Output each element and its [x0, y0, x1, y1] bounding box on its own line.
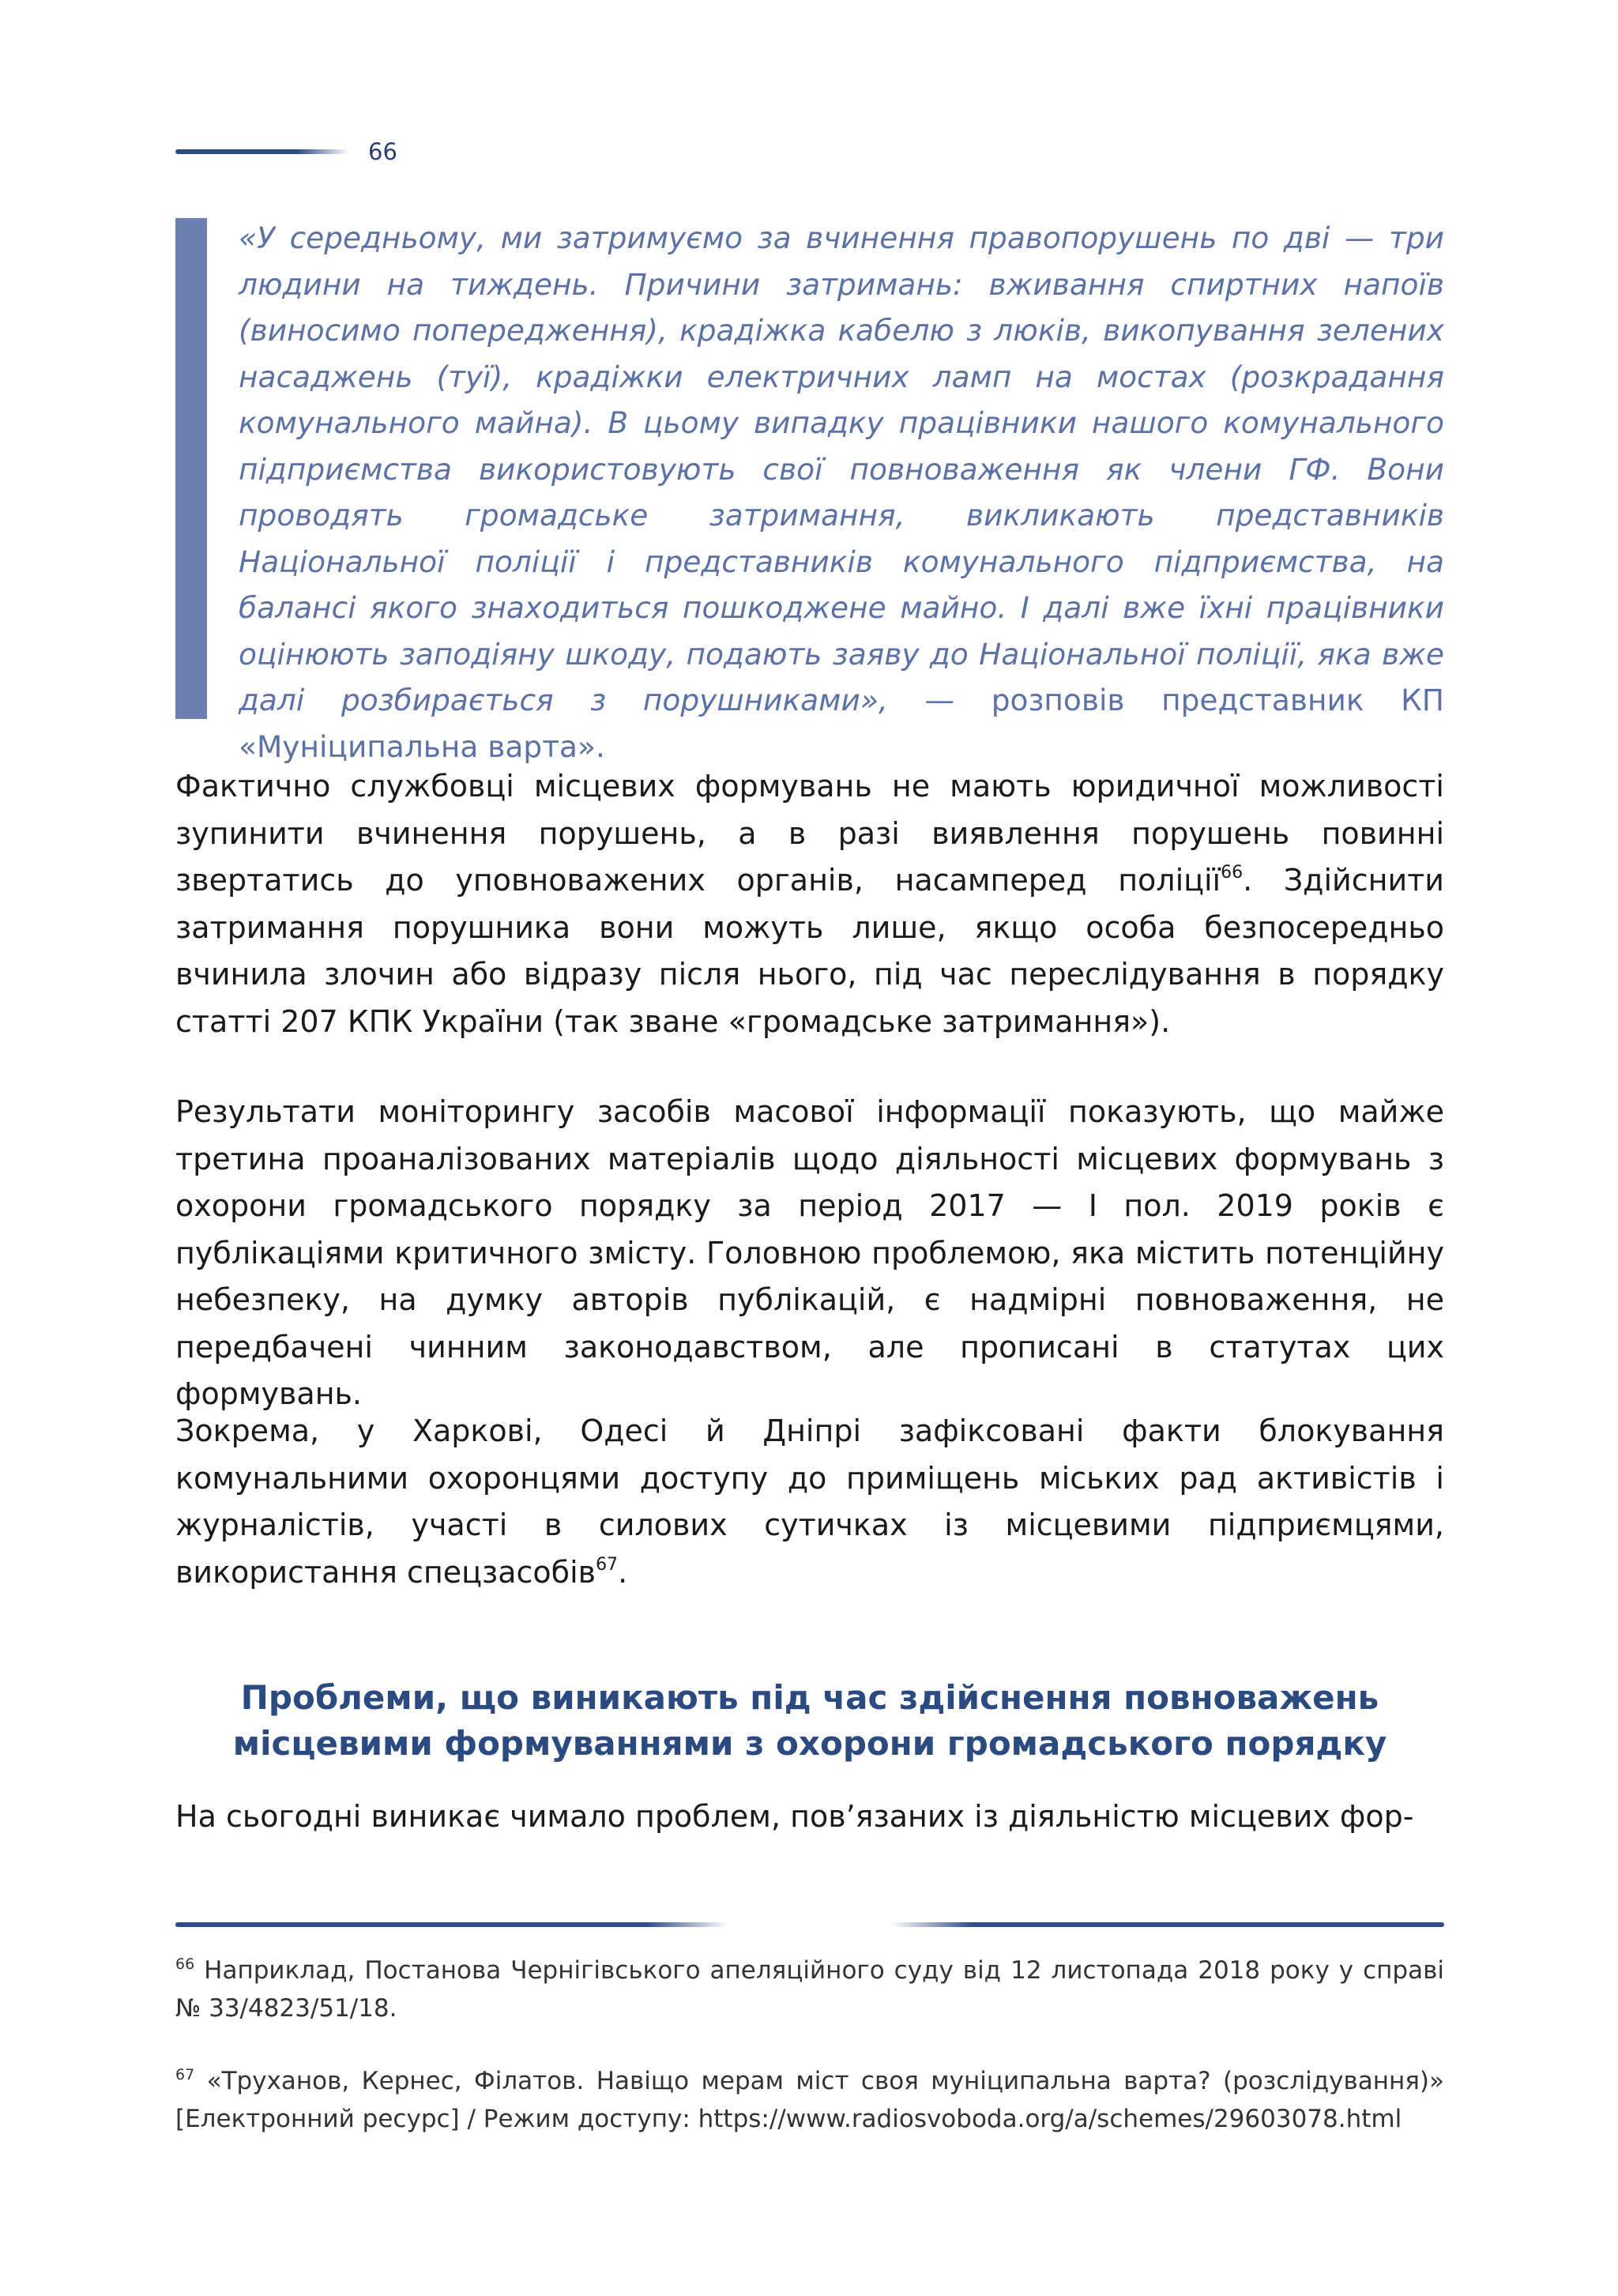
footnote-67-text[interactable]: «Труханов, Кернес, Філатов. Навіщо мерам міст своя муніципальна варта? (розслідування)» [Електронний ресурс] / Режим доступу: https://www.radiosvoboda.org/a/schemes/29603078.html: [175, 2067, 1444, 2133]
paragraph-1-text-b: . Здійснити затримання порушника вони можуть лише, якщо особа безпосередньо вчинила злочин або відразу після нього, під час переслідування в порядку статті 207 КПК України (так зване «громадське затримання»).: [175, 863, 1444, 1039]
footnote-67: [175, 2062, 1444, 2138]
footnote-marker-67: 67: [175, 2066, 195, 2083]
paragraph-3-text-b: .: [618, 1554, 628, 1590]
paragraph-3-text-a: Зокрема, у Харкові, Одесі й Дніпрі зафіксовані факти блокування комунальними охоронцями доступу до приміщень міських рад активістів і журналістів, участі в силових сутичках із місцевими підприємцями, використання спецзасобів: [175, 1413, 1444, 1590]
page-number: 66: [368, 138, 397, 165]
footnote-66-text: Наприклад, Постанова Чернігівського апеляційного суду від 12 листопада 2018 року у справі № 33/4823/51/18.: [175, 1956, 1444, 2023]
footnote-66: [175, 1952, 1444, 2027]
paragraph-1: [175, 763, 1444, 1045]
section-heading-line-2: місцевими формуваннями з охорони громадського порядку: [232, 1724, 1387, 1763]
footnote-divider: [175, 1922, 1444, 1929]
paragraph-1-text-a: Фактично службовці місцевих формувань не мають юридичної можливості зупинити вчинення порушень, а в разі виявлення порушень повинні звертатись до уповноважених органів, насамперед поліції: [175, 769, 1444, 898]
footnote-ref-66[interactable]: 66: [1221, 863, 1244, 883]
quote-bar: [175, 218, 207, 719]
paragraph-4: На сьогодні виникає чимало проблем, пов’язаних із діяльністю місцевих фор-: [175, 1799, 1414, 1834]
quote-attribution: — розповів представник КП «Муніципальна варта».: [239, 683, 1444, 764]
quote-text: [239, 215, 1444, 770]
section-heading-line-1: Проблеми, що виникають під час здійснення повноважень: [240, 1678, 1379, 1717]
header-rule: [175, 149, 349, 154]
footnote-rule-left: [175, 1922, 728, 1927]
footnote-ref-67[interactable]: 67: [596, 1554, 619, 1575]
page-header: [175, 138, 412, 170]
quote-block: [175, 215, 1444, 764]
paragraph-2: Результати моніторингу засобів масової інформації показують, що майже третина проаналізованих матеріалів щодо діяльності місцевих формувань з охорони громадського порядку за період 2017 — І пол. 2019 років є публікаціями критичного змісту. Головною проблемою, яка містить потенційну небезпеку, на думку авторів публікацій, є надмірні повноваження, не передбачені чинним законодавством, але прописані в статутах цих формувань.: [175, 1094, 1444, 1411]
section-heading: [175, 1675, 1444, 1767]
footnote-marker-66: 66: [175, 1955, 195, 1973]
footnote-rule-right: [891, 1922, 1444, 1927]
paragraph-3: [175, 1408, 1444, 1596]
quote-body: «У середньому, ми затримуємо за вчинення правопорушень по дві — три людини на тиждень. Причини затримань: вживання спиртних напоїв (виносимо попередження), крадіжка кабелю з люків, викопування зелених насаджень (туї), крадіжки електричних ламп на мостах (розкрадання комунального майна). В цьому випадку працівники нашого комунального підприємства використовують свої повноваження як члени ГФ. Вони проводять громадське затримання, викликають представників Національної поліції і представників комунального підприємства, на балансі якого знаходиться пошкоджене майно. І далі вже їхні працівники оцінюють заподіяну шкоду, подають заяву до Національної поліції, яка вже далі розбирається з порушниками»,: [239, 220, 1444, 717]
